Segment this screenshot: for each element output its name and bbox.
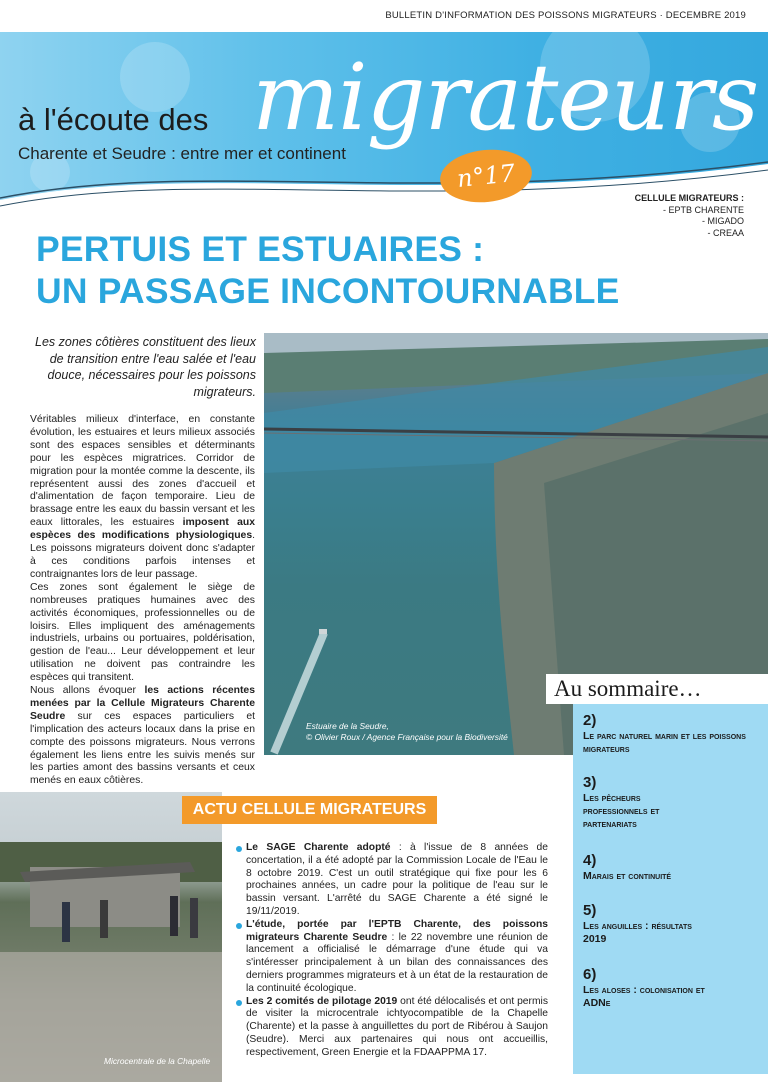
- actu-news-list: [236, 842, 548, 1060]
- bulletin-line: BULLETIN D'INFORMATION DES POISSONS MIGRATEURS · DECEMBRE 2019: [385, 10, 746, 21]
- masthead-title-prefix: à l'écoute des: [18, 102, 209, 137]
- bullet-icon: [236, 923, 242, 929]
- bullet-icon: [236, 846, 242, 852]
- cellule-member: - MIGADO: [702, 216, 744, 226]
- actu-section-title: ACTU CELLULE MIGRATEURS: [182, 796, 437, 824]
- sommaire-item[interactable]: 3) Les pêcheurs professionnels et partenariats: [583, 774, 660, 830]
- main-headline: [36, 228, 620, 312]
- body-paragraph: Véritables milieux d'interface, en constante évolution, les estuaires et leurs milieux associés sont des espaces sensibles et déterminants pour les espèces migratrices. Corridor de migration pour la montée comme la descente, ils représentent aussi des zones d'accueil et d'alimentation de façon temporaire. Lieu de brassage entre les eaux du bassin versant et les eaux littorales, les estuaires imposent aux espèces des modifications physiologiques. Les poissons migrateurs doivent donc s'adapter à ces conditions parfois intenses et contraignantes lors de leur passage.: [30, 414, 255, 580]
- bullet-icon: [236, 1000, 242, 1006]
- news-item: Le SAGE Charente adopté : à l'issue de 8 années de concertation, il a été adopté par la Commission Locale de l'Eau le 8 octobre 2019. C'est un outil stratégique qui fixe pour les 6 prochaines années, un cadre pour la politique de l'eau sur le bassin versant. L'arrêté du SAGE Charente a été signé le 19/11/2019.: [236, 842, 548, 919]
- masthead-subtitle: Charente et Seudre : entre mer et continent: [18, 144, 346, 163]
- sommaire-item[interactable]: 5) Les anguilles : résultats 2019: [583, 902, 692, 945]
- photo-caption: Estuaire de la Seudre, © Olivier Roux / Agence Française pour la Biodiversité: [306, 721, 508, 742]
- headline-line-2: UN PASSAGE INCONTOURNABLE: [36, 271, 620, 311]
- sommaire-item[interactable]: 4) Marais et continuité: [583, 852, 672, 882]
- microcentrale-scene: [0, 792, 222, 1082]
- news-item: Les 2 comités de pilotage 2019 ont été délocalisés et ont permis de visiter la microcentrale ichtyocompatible de la Chapelle (Charente) et la passe à anguillettes du port de Ribérou à Saujon (Seudre). Merci aux partenaires qui nous ont accueillis, respectivement, Green Energie et la FDAAPPMA 17.: [236, 996, 548, 1060]
- microcentrale-caption: Microcentrale de la Chapelle: [104, 1056, 211, 1066]
- headline-line-1: PERTUIS ET ESTUAIRES :: [36, 229, 485, 269]
- news-item: L'étude, portée par l'EPTB Charente, des poissons migrateurs Charente Seudre : le 22 novembre une réunion de lancement a officialisé le démarrage d'une étude qui va s'intéresser principalement à un bilan des connaissances des derniers programmes migrateurs et à un état de la restauration de la continuité écologique.: [236, 919, 548, 996]
- sommaire-item[interactable]: 6) Les aloses : colonisation et ADNe: [583, 966, 705, 1009]
- sommaire-item[interactable]: 2) Le parc naturel marin et les poissons migrateurs: [583, 712, 746, 755]
- cellule-member: - EPTB CHARENTE: [662, 204, 744, 215]
- masthead-title-main: migrateurs: [252, 44, 759, 151]
- body-paragraph: Nous allons évoquer les actions récentes menées par la Cellule Migrateurs Charente Seudre sur ces espaces particuliers et l'implication des acteurs locaux dans la prise en compte des poissons migrateurs. Nous verrons également les liens entre les suivis menés sur les parties amont des bassins versants et ceux menés en eaux côtières.: [30, 685, 255, 787]
- issue-number-badge: n°17: [438, 145, 535, 206]
- body-paragraph: Ces zones sont également le siège de nombreuses pratiques humaines avec des activités économiques, professionnelles ou de loisirs. Elles impliquent des aménagements industriels, urbains ou portuaires, poldérisation, gestion de l'eau... Leur développement et leur utilisation ne doivent pas contraindre les espèces qui transitent.: [30, 581, 255, 684]
- microcentrale-photo: [0, 792, 222, 1082]
- article-body: [30, 414, 255, 788]
- sommaire-panel: [573, 704, 768, 1074]
- lede-text: Les zones côtières constituent des lieux de transition entre l'eau salée et l'eau douce, nécessaires pour les poissons migrateurs.: [35, 335, 256, 399]
- cellule-member: - CREAA: [707, 227, 744, 238]
- cellule-block: [635, 193, 744, 239]
- sommaire-title: Au sommaire…: [546, 674, 768, 704]
- cellule-heading: CELLULE MIGRATEURS :: [634, 193, 744, 203]
